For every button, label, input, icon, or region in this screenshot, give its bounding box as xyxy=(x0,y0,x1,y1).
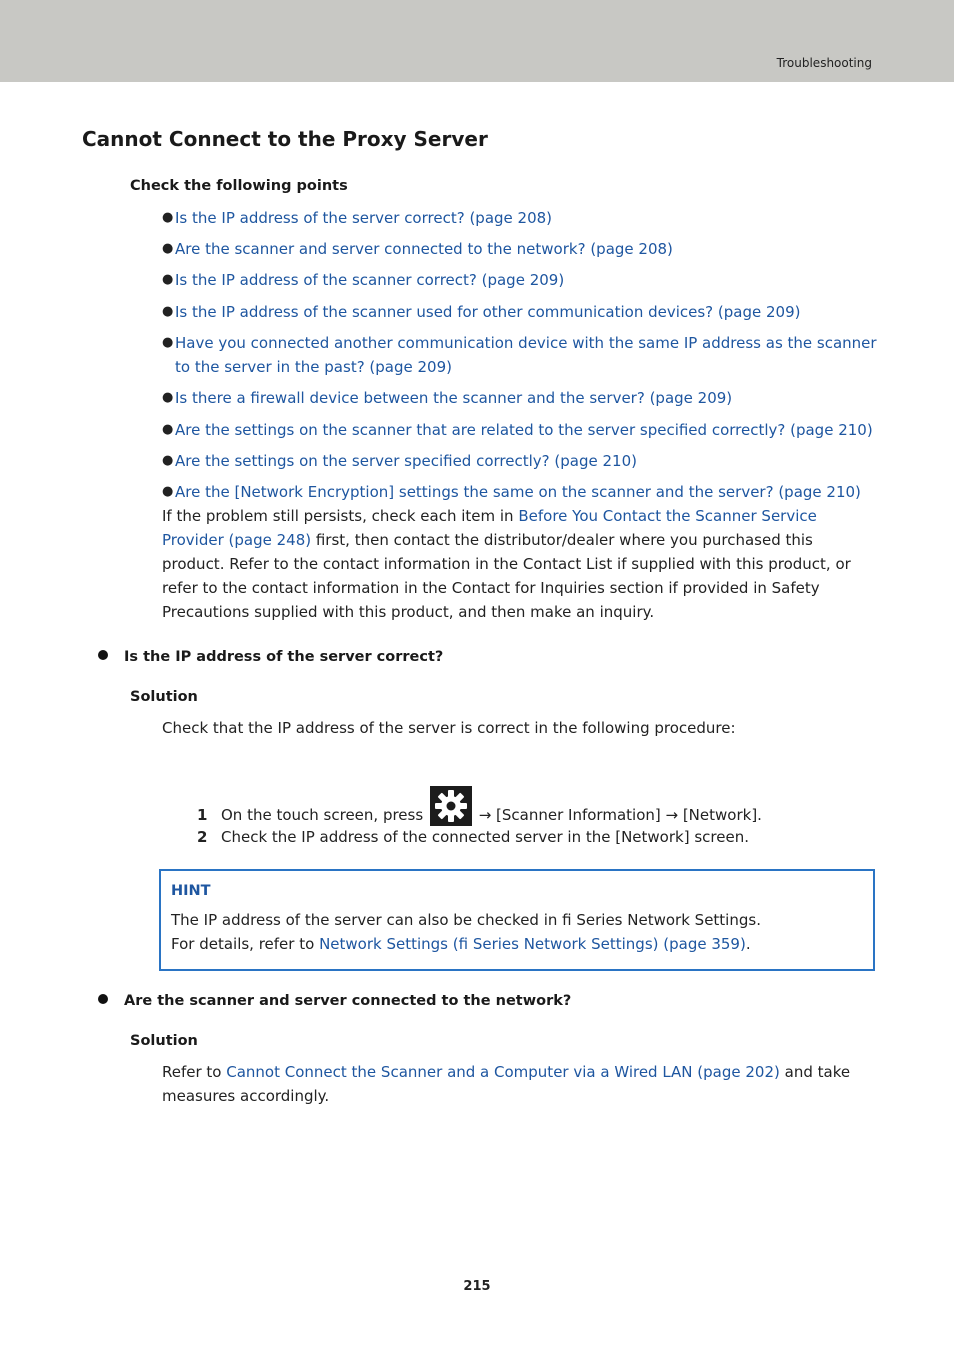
solution-intro: Check that the IP address of the server is correct in the following procedure: xyxy=(162,719,736,737)
page-number: 215 xyxy=(463,1279,491,1294)
step-2: 2 Check the IP address of the connected server in the [Network] screen. xyxy=(197,828,749,846)
bullet-icon: ● xyxy=(162,390,174,405)
check-item-3[interactable]: ● Is the IP address of the scanner correct? (page 209) xyxy=(162,268,882,292)
network-settings-link[interactable]: Network Settings (fi Series Network Settings) (page 359) xyxy=(319,935,746,953)
check-item-1[interactable]: ● Is the IP address of the server correct? (page 208) xyxy=(162,206,882,230)
wired-lan-link[interactable]: Cannot Connect the Scanner and a Computer via a Wired LAN (page 202) xyxy=(226,1063,780,1081)
bullet-icon: ● xyxy=(162,210,174,225)
step-1: 1 On the touch screen, press → [Scanner Information] → [Network]. xyxy=(197,786,762,826)
solution-label: Solution xyxy=(130,1033,198,1049)
hint-details: For details, refer to Network Settings (fi Series Network Settings) (page 359). xyxy=(171,935,751,953)
hint-box xyxy=(159,869,875,971)
check-item-6[interactable]: ● Is there a firewall device between the scanner and the server? (page 209) xyxy=(162,386,882,410)
bullet-icon: ● xyxy=(162,422,174,437)
section-heading-network: Are the scanner and server connected to the network? xyxy=(98,993,571,1009)
check-item-8[interactable]: ● Are the settings on the server specified correctly? (page 210) xyxy=(162,449,882,473)
check-item-5[interactable]: ● Have you connected another communication device with the same IP address as the scanner to the server in the past? (page 209) xyxy=(162,331,882,379)
section-heading-server-ip: Is the IP address of the server correct? xyxy=(98,649,443,665)
step-number: 2 xyxy=(197,828,208,846)
check-points-label: Check the following points xyxy=(130,178,348,194)
bullet-icon: ● xyxy=(162,484,174,499)
bullet-icon: ● xyxy=(162,304,174,319)
bullet-icon: ● xyxy=(162,335,174,350)
step-number: 1 xyxy=(197,806,208,824)
bullet-icon: ● xyxy=(162,272,174,287)
hint-text: The IP address of the server can also be checked in fi Series Network Settings. xyxy=(171,911,761,929)
check-item-4[interactable]: ● Is the IP address of the scanner used for other communication devices? (page 209) xyxy=(162,300,882,324)
check-item-7[interactable]: ● Are the settings on the scanner that are related to the server specified correctly? (page 210) xyxy=(162,418,882,442)
bullet-icon: ● xyxy=(162,241,174,256)
solution-label: Solution xyxy=(130,689,198,705)
check-item-2[interactable]: ● Are the scanner and server connected to the network? (page 208) xyxy=(162,237,882,261)
gear-icon xyxy=(430,786,472,826)
section-label: Troubleshooting xyxy=(776,56,872,70)
hint-title: HINT xyxy=(171,883,211,899)
persist-paragraph: If the problem still persists, check each item in Before You Contact the Scanner Service Provider (page 248) first, then contact the distributor/dealer where you purchased this product. Refer to the contact information in the Contact List if supplied with this product, or refer to the contact information in the Contact for Inquiries section if provided in Safety Precautions supplied with this product, and then make an inquiry. xyxy=(162,507,851,621)
bullet-icon xyxy=(98,650,108,660)
bullet-icon: ● xyxy=(162,453,174,468)
contact-provider-link[interactable]: Before You Contact the Scanner Service Provider (page 248) xyxy=(162,507,817,549)
solution-text: Refer to Cannot Connect the Scanner and a Computer via a Wired LAN (page 202) and take measures accordingly. xyxy=(162,1063,851,1105)
check-item-9[interactable]: ● Are the [Network Encryption] settings the same on the scanner and the server? (page 210) xyxy=(162,480,882,504)
bullet-icon xyxy=(98,994,108,1004)
page-title: Cannot Connect to the Proxy Server xyxy=(82,127,488,151)
